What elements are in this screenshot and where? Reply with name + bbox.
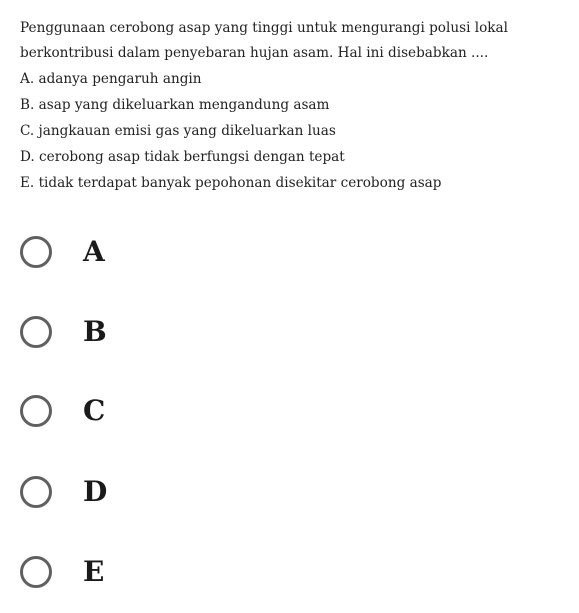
option-b-text: B. asap yang dikeluarkan mengandung asam — [20, 97, 330, 113]
option-c-text: C. jangkauan emisi gas yang dikeluarkan luas — [20, 123, 336, 139]
radio-circle-icon[interactable] — [20, 236, 52, 268]
radio-circle-icon[interactable] — [20, 316, 52, 348]
answer-choice-a[interactable] — [20, 234, 220, 278]
answer-choice-label: A — [83, 235, 105, 268]
answer-choice-d[interactable] — [20, 474, 220, 518]
radio-circle-icon[interactable] — [20, 556, 52, 588]
answer-choice-c[interactable] — [20, 393, 220, 437]
question-text — [20, 16, 561, 66]
question-line-2: berkontribusi dalam penyebaran hujan asam. Hal ini disebabkan .... — [20, 45, 489, 61]
answer-choice-label: C — [83, 394, 106, 427]
radio-circle-icon[interactable] — [20, 395, 52, 427]
answer-choice-label: E — [83, 555, 105, 588]
answer-choice-b[interactable] — [20, 314, 220, 358]
option-e-text: E. tidak terdapat banyak pepohonan disekitar cerobong asap — [20, 175, 442, 191]
answer-choice-label: B — [83, 315, 107, 348]
radio-circle-icon[interactable] — [20, 476, 52, 508]
answer-choice-label: D — [83, 475, 108, 508]
option-a-text: A. adanya pengaruh angin — [20, 71, 202, 87]
question-line-1: Penggunaan cerobong asap yang tinggi untuk mengurangi polusi lokal — [20, 20, 508, 36]
answer-choice-e[interactable] — [20, 554, 220, 598]
option-list — [20, 66, 561, 196]
option-d-text: D. cerobong asap tidak berfungsi dengan tepat — [20, 149, 345, 165]
